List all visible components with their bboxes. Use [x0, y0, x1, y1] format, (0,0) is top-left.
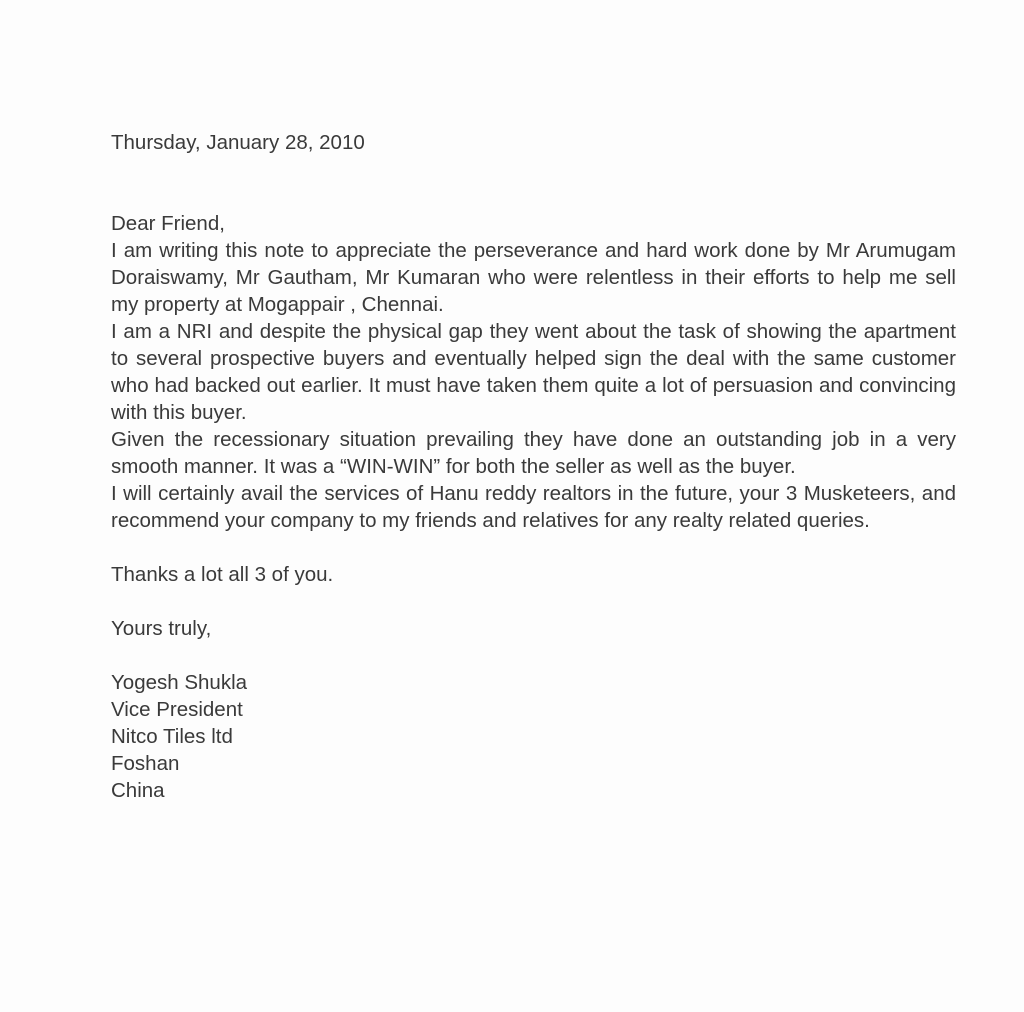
- signature-block: [111, 669, 956, 804]
- letter-body: [111, 129, 956, 804]
- thanks-line: Thanks a lot all 3 of you.: [111, 563, 334, 586]
- salutation: Dear Friend,: [111, 212, 225, 235]
- letter-date: Thursday, January 28, 2010: [111, 131, 365, 154]
- paragraph-recommendation: I will certainly avail the services of Hanu reddy realtors in the future, your 3 Musketeers, and recommend your company to my friends and relatives for any realty related queries.: [111, 482, 956, 532]
- signer-name: Yogesh Shukla: [111, 671, 248, 694]
- signer-city: Foshan: [111, 752, 180, 775]
- signer-company: Nitco Tiles ltd: [111, 725, 233, 748]
- paragraph-appreciation: I am writing this note to appreciate the perseverance and hard work done by Mr Arumugam Doraiswamy, Mr Gautham, Mr Kumaran who were relentless in their efforts to help me sell my property at Mogappair , Chennai.: [111, 239, 956, 316]
- signer-country: China: [111, 779, 165, 802]
- paragraph-recession: Given the recessionary situation prevailing they have done an outstanding job in a very smooth manner. It was a “WIN-WIN” for both the seller as well as the buyer.: [111, 428, 956, 478]
- closing-line: Yours truly,: [111, 617, 212, 640]
- signer-title: Vice President: [111, 698, 243, 721]
- paragraph-nri: I am a NRI and despite the physical gap they went about the task of showing the apartment to several prospective buyers and eventually helped sign the deal with the same customer who had backed out earlier. It must have taken them quite a lot of persuasion and convincing with this buyer.: [111, 320, 956, 424]
